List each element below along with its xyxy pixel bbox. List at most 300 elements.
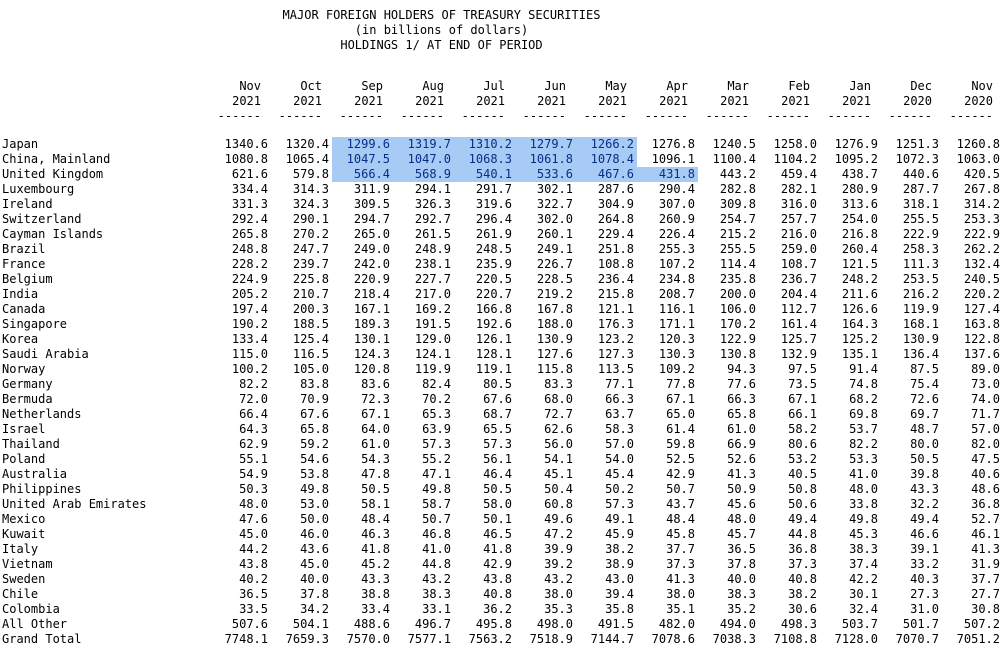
value-cell: 136.4 xyxy=(902,347,939,361)
header-country-spacer xyxy=(0,94,210,109)
value-cell: 39.9 xyxy=(544,542,573,556)
value-cell: 50.3 xyxy=(239,482,268,496)
value-cell: 498.0 xyxy=(536,617,573,631)
value-cell: 30.1 xyxy=(849,587,878,601)
value-cell: 106.0 xyxy=(719,302,756,316)
value-cell: 55.1 xyxy=(239,452,268,466)
value-cell: 57.3 xyxy=(422,437,451,451)
value-cell: 43.3 xyxy=(361,572,390,586)
column-header-month: Jan xyxy=(849,79,871,93)
value-cell: 109.2 xyxy=(658,362,695,376)
value-cell: 49.4 xyxy=(910,512,939,526)
value-cell: 55.2 xyxy=(422,452,451,466)
value-cell: 113.5 xyxy=(597,362,634,376)
column-header-year: 2021 xyxy=(781,94,810,108)
value-cell: 334.4 xyxy=(231,182,268,196)
value-cell: 488.6 xyxy=(353,617,390,631)
header-row xyxy=(0,109,1003,137)
value-cell: 31.9 xyxy=(971,557,1000,571)
value-cell: 496.7 xyxy=(414,617,451,631)
value-cell: 39.1 xyxy=(910,542,939,556)
value-cell: 503.7 xyxy=(841,617,878,631)
value-cell: 36.8 xyxy=(971,497,1000,511)
column-header-underline: ------ xyxy=(522,109,566,123)
column-header-underline: ------ xyxy=(278,109,322,123)
value-cell: 7577.1 xyxy=(407,632,451,646)
value-cell: 58.2 xyxy=(788,422,817,436)
value-cell: 167.8 xyxy=(536,302,573,316)
column-header-month: Sep xyxy=(361,79,383,93)
value-cell: 1104.2 xyxy=(773,152,817,166)
value-cell: 66.3 xyxy=(605,392,634,406)
value-cell: 46.1 xyxy=(971,527,1000,541)
table-row xyxy=(0,137,1003,152)
table-row xyxy=(0,602,1003,617)
table-row xyxy=(0,287,1003,302)
value-cell: 37.7 xyxy=(971,572,1000,586)
value-cell: 50.7 xyxy=(666,482,695,496)
table-row xyxy=(0,302,1003,317)
value-cell: 38.3 xyxy=(849,542,878,556)
value-cell: 72.3 xyxy=(361,392,390,406)
value-cell: 253.3 xyxy=(963,212,1000,226)
value-cell: 33.4 xyxy=(361,602,390,616)
value-cell: 50.8 xyxy=(788,482,817,496)
value-cell: 176.3 xyxy=(597,317,634,331)
value-cell: 43.7 xyxy=(666,497,695,511)
value-cell: 27.3 xyxy=(910,587,939,601)
value-cell: 265.8 xyxy=(231,227,268,241)
value-cell: 282.1 xyxy=(780,182,817,196)
value-cell: 82.2 xyxy=(849,437,878,451)
value-cell: 566.4 xyxy=(332,167,393,182)
value-cell: 265.0 xyxy=(353,227,390,241)
value-cell: 43.2 xyxy=(422,572,451,586)
value-cell: 501.7 xyxy=(902,617,939,631)
value-cell: 1047.0 xyxy=(393,152,454,167)
value-cell: 70.2 xyxy=(422,392,451,406)
value-cell: 44.2 xyxy=(239,542,268,556)
value-cell: 50.9 xyxy=(727,482,756,496)
value-cell: 7051.2 xyxy=(956,632,1000,646)
value-cell: 48.4 xyxy=(361,512,390,526)
table-row xyxy=(0,542,1003,557)
value-cell: 217.0 xyxy=(414,287,451,301)
value-cell: 225.8 xyxy=(292,272,329,286)
value-cell: 127.6 xyxy=(536,347,573,361)
value-cell: 200.3 xyxy=(292,302,329,316)
value-cell: 311.9 xyxy=(353,182,390,196)
value-cell: 1260.8 xyxy=(956,137,1000,151)
value-cell: 163.8 xyxy=(963,317,1000,331)
value-cell: 54.6 xyxy=(300,452,329,466)
value-cell: 302.1 xyxy=(536,182,573,196)
value-cell: 56.0 xyxy=(544,437,573,451)
country-label: Switzerland xyxy=(2,212,82,226)
country-label: Japan xyxy=(2,137,39,151)
value-cell: 59.2 xyxy=(300,437,329,451)
header-country-spacer xyxy=(0,109,210,137)
value-cell: 91.4 xyxy=(849,362,878,376)
value-cell: 73.0 xyxy=(971,377,1000,391)
value-cell: 7108.8 xyxy=(773,632,817,646)
country-label: Mexico xyxy=(2,512,46,526)
country-label: Colombia xyxy=(2,602,60,616)
value-cell: 227.7 xyxy=(414,272,451,286)
value-cell: 190.2 xyxy=(231,317,268,331)
value-cell: 125.2 xyxy=(841,332,878,346)
value-cell: 314.3 xyxy=(292,182,329,196)
value-cell: 294.7 xyxy=(353,212,390,226)
value-cell: 41.3 xyxy=(971,542,1000,556)
value-cell: 261.5 xyxy=(414,227,451,241)
value-cell: 45.6 xyxy=(727,497,756,511)
value-cell: 1063.0 xyxy=(956,152,1000,166)
value-cell: 38.2 xyxy=(788,587,817,601)
value-cell: 60.8 xyxy=(544,497,573,511)
value-cell: 210.7 xyxy=(292,287,329,301)
value-cell: 50.7 xyxy=(422,512,451,526)
value-cell: 36.2 xyxy=(483,602,512,616)
value-cell: 45.9 xyxy=(605,527,634,541)
value-cell: 39.2 xyxy=(544,557,573,571)
value-cell: 267.8 xyxy=(963,182,1000,196)
value-cell: 7070.7 xyxy=(895,632,939,646)
table-row xyxy=(0,152,1003,167)
value-cell: 192.6 xyxy=(475,317,512,331)
table-row xyxy=(0,422,1003,437)
value-cell: 54.3 xyxy=(361,452,390,466)
country-label: Netherlands xyxy=(2,407,82,421)
report-title-line3: HOLDINGS 1/ AT END OF PERIOD xyxy=(340,38,543,52)
value-cell: 37.8 xyxy=(727,557,756,571)
value-cell: 38.8 xyxy=(361,587,390,601)
value-cell: 282.8 xyxy=(719,182,756,196)
value-cell: 238.1 xyxy=(414,257,451,271)
value-cell: 224.9 xyxy=(231,272,268,286)
value-cell: 43.8 xyxy=(239,557,268,571)
header-row xyxy=(0,94,1003,109)
value-cell: 127.4 xyxy=(963,302,1000,316)
value-cell: 46.6 xyxy=(910,527,939,541)
value-cell: 260.1 xyxy=(536,227,573,241)
value-cell: 30.6 xyxy=(788,602,817,616)
value-cell: 7748.1 xyxy=(224,632,268,646)
country-label: Ireland xyxy=(2,197,53,211)
value-cell: 62.6 xyxy=(544,422,573,436)
value-cell: 67.1 xyxy=(361,407,390,421)
column-header-year: 2020 xyxy=(964,94,993,108)
value-cell: 97.5 xyxy=(788,362,817,376)
value-cell: 57.0 xyxy=(971,422,1000,436)
value-cell: 215.8 xyxy=(597,287,634,301)
country-label: Kuwait xyxy=(2,527,46,541)
value-cell: 58.3 xyxy=(605,422,634,436)
value-cell: 67.1 xyxy=(788,392,817,406)
column-header-month: Nov xyxy=(239,79,261,93)
table-row xyxy=(0,377,1003,392)
value-cell: 45.3 xyxy=(849,527,878,541)
column-header-year: 2021 xyxy=(293,94,322,108)
value-cell: 167.1 xyxy=(353,302,390,316)
value-cell: 467.6 xyxy=(576,167,637,182)
value-cell: 1078.4 xyxy=(576,152,637,167)
report-title xyxy=(0,0,883,53)
value-cell: 255.3 xyxy=(658,242,695,256)
value-cell: 498.3 xyxy=(780,617,817,631)
table-row xyxy=(0,617,1003,632)
value-cell: 309.8 xyxy=(719,197,756,211)
value-cell: 235.9 xyxy=(475,257,512,271)
table-row xyxy=(0,182,1003,197)
value-cell: 50.0 xyxy=(300,512,329,526)
country-label: Brazil xyxy=(2,242,46,256)
value-cell: 50.2 xyxy=(605,482,634,496)
value-cell: 41.8 xyxy=(361,542,390,556)
value-cell: 204.4 xyxy=(780,287,817,301)
value-cell: 248.2 xyxy=(841,272,878,286)
country-label: Belgium xyxy=(2,272,53,286)
column-header-month: Jun xyxy=(544,79,566,93)
table-row xyxy=(0,587,1003,602)
value-cell: 220.9 xyxy=(353,272,390,286)
value-cell: 94.3 xyxy=(727,362,756,376)
value-cell: 7128.0 xyxy=(834,632,878,646)
value-cell: 1310.2 xyxy=(454,137,515,152)
value-cell: 114.4 xyxy=(719,257,756,271)
value-cell: 133.4 xyxy=(231,332,268,346)
value-cell: 251.8 xyxy=(597,242,634,256)
value-cell: 440.6 xyxy=(902,167,939,181)
value-cell: 49.1 xyxy=(605,512,634,526)
value-cell: 1266.2 xyxy=(576,137,637,152)
value-cell: 40.0 xyxy=(727,572,756,586)
value-cell: 59.8 xyxy=(666,437,695,451)
value-cell: 50.6 xyxy=(788,497,817,511)
value-cell: 70.9 xyxy=(300,392,329,406)
value-cell: 45.4 xyxy=(605,467,634,481)
value-cell: 35.2 xyxy=(727,602,756,616)
country-label: Italy xyxy=(2,542,39,556)
country-label: Norway xyxy=(2,362,46,376)
value-cell: 33.1 xyxy=(422,602,451,616)
column-header-underline: ------ xyxy=(949,109,993,123)
value-cell: 219.2 xyxy=(536,287,573,301)
value-cell: 126.6 xyxy=(841,302,878,316)
value-cell: 291.7 xyxy=(475,182,512,196)
value-cell: 32.4 xyxy=(849,602,878,616)
value-cell: 37.7 xyxy=(666,542,695,556)
value-cell: 72.7 xyxy=(544,407,573,421)
table-row xyxy=(0,497,1003,512)
value-cell: 313.6 xyxy=(841,197,878,211)
value-cell: 122.9 xyxy=(719,332,756,346)
column-header-year: 2021 xyxy=(720,94,749,108)
table-row xyxy=(0,197,1003,212)
table-row xyxy=(0,272,1003,287)
value-cell: 48.6 xyxy=(971,482,1000,496)
value-cell: 7078.6 xyxy=(651,632,695,646)
value-cell: 34.2 xyxy=(300,602,329,616)
column-header-underline: ------ xyxy=(400,109,444,123)
value-cell: 48.0 xyxy=(239,497,268,511)
value-cell: 74.0 xyxy=(971,392,1000,406)
value-cell: 63.7 xyxy=(605,407,634,421)
country-label: United Arab Emirates xyxy=(2,497,147,511)
value-cell: 48.0 xyxy=(849,482,878,496)
value-cell: 135.1 xyxy=(841,347,878,361)
value-cell: 111.3 xyxy=(902,257,939,271)
value-cell: 40.5 xyxy=(788,467,817,481)
value-cell: 66.4 xyxy=(239,407,268,421)
value-cell: 247.7 xyxy=(292,242,329,256)
value-cell: 58.7 xyxy=(422,497,451,511)
value-cell: 1080.8 xyxy=(224,152,268,166)
value-cell: 80.5 xyxy=(483,377,512,391)
country-label: Singapore xyxy=(2,317,68,331)
column-header-month: Apr xyxy=(666,79,688,93)
country-label: Korea xyxy=(2,332,39,346)
value-cell: 249.0 xyxy=(353,242,390,256)
value-cell: 45.0 xyxy=(300,557,329,571)
country-label: India xyxy=(2,287,39,301)
value-cell: 287.7 xyxy=(902,182,939,196)
value-cell: 189.3 xyxy=(353,317,390,331)
value-cell: 222.9 xyxy=(902,227,939,241)
column-header-year: 2020 xyxy=(903,94,932,108)
value-cell: 82.4 xyxy=(422,377,451,391)
value-cell: 45.1 xyxy=(544,467,573,481)
column-header-month: Aug xyxy=(422,79,444,93)
value-cell: 1276.9 xyxy=(834,137,878,151)
value-cell: 260.9 xyxy=(658,212,695,226)
value-cell: 124.3 xyxy=(353,347,390,361)
value-cell: 331.3 xyxy=(231,197,268,211)
value-cell: 316.0 xyxy=(780,197,817,211)
value-cell: 58.0 xyxy=(483,497,512,511)
value-cell: 170.2 xyxy=(719,317,756,331)
column-header-year: 2021 xyxy=(354,94,383,108)
value-cell: 262.2 xyxy=(963,242,1000,256)
value-cell: 42.9 xyxy=(483,557,512,571)
value-cell: 36.8 xyxy=(788,542,817,556)
value-cell: 504.1 xyxy=(292,617,329,631)
value-cell: 119.1 xyxy=(475,362,512,376)
value-cell: 322.7 xyxy=(536,197,573,211)
value-cell: 123.2 xyxy=(597,332,634,346)
value-cell: 49.4 xyxy=(788,512,817,526)
value-cell: 248.8 xyxy=(231,242,268,256)
value-cell: 54.1 xyxy=(544,452,573,466)
value-cell: 65.3 xyxy=(422,407,451,421)
value-cell: 287.6 xyxy=(597,182,634,196)
value-cell: 205.2 xyxy=(231,287,268,301)
value-cell: 107.2 xyxy=(658,257,695,271)
column-header-underline: ------ xyxy=(888,109,932,123)
column-header-underline: ------ xyxy=(217,109,261,123)
column-header-year: 2021 xyxy=(415,94,444,108)
value-cell: 290.4 xyxy=(658,182,695,196)
value-cell: 326.3 xyxy=(414,197,451,211)
value-cell: 41.0 xyxy=(849,467,878,481)
value-cell: 1068.3 xyxy=(454,152,515,167)
value-cell: 41.3 xyxy=(666,572,695,586)
value-cell: 61.4 xyxy=(666,422,695,436)
value-cell: 239.7 xyxy=(292,257,329,271)
value-cell: 65.0 xyxy=(666,407,695,421)
table-row xyxy=(0,482,1003,497)
value-cell: 126.1 xyxy=(475,332,512,346)
table-row xyxy=(0,467,1003,482)
value-cell: 64.3 xyxy=(239,422,268,436)
value-cell: 65.8 xyxy=(727,407,756,421)
value-cell: 115.8 xyxy=(536,362,573,376)
value-cell: 1299.6 xyxy=(332,137,393,152)
value-cell: 36.5 xyxy=(239,587,268,601)
value-cell: 41.8 xyxy=(483,542,512,556)
value-cell: 1047.5 xyxy=(332,152,393,167)
value-cell: 235.8 xyxy=(719,272,756,286)
table-row xyxy=(0,332,1003,347)
value-cell: 218.4 xyxy=(353,287,390,301)
value-cell: 507.2 xyxy=(963,617,1000,631)
value-cell: 292.4 xyxy=(231,212,268,226)
value-cell: 220.5 xyxy=(475,272,512,286)
value-cell: 40.8 xyxy=(788,572,817,586)
value-cell: 45.7 xyxy=(727,527,756,541)
value-cell: 57.0 xyxy=(605,437,634,451)
value-cell: 482.0 xyxy=(658,617,695,631)
value-cell: 50.5 xyxy=(483,482,512,496)
table-body xyxy=(0,137,1003,647)
value-cell: 52.6 xyxy=(727,452,756,466)
value-cell: 42.2 xyxy=(849,572,878,586)
value-cell: 130.8 xyxy=(719,347,756,361)
value-cell: 216.0 xyxy=(780,227,817,241)
value-cell: 57.3 xyxy=(605,497,634,511)
value-cell: 72.6 xyxy=(910,392,939,406)
value-cell: 240.5 xyxy=(963,272,1000,286)
column-header-year: 2021 xyxy=(232,94,261,108)
value-cell: 69.8 xyxy=(849,407,878,421)
value-cell: 53.7 xyxy=(849,422,878,436)
value-cell: 249.1 xyxy=(536,242,573,256)
value-cell: 47.6 xyxy=(239,512,268,526)
value-cell: 211.6 xyxy=(841,287,878,301)
value-cell: 290.1 xyxy=(292,212,329,226)
value-cell: 50.4 xyxy=(544,482,573,496)
value-cell: 168.1 xyxy=(902,317,939,331)
value-cell: 38.9 xyxy=(605,557,634,571)
country-label: Israel xyxy=(2,422,46,436)
value-cell: 38.3 xyxy=(422,587,451,601)
value-cell: 261.9 xyxy=(475,227,512,241)
value-cell: 50.1 xyxy=(483,512,512,526)
value-cell: 40.2 xyxy=(239,572,268,586)
column-header-underline: ------ xyxy=(827,109,871,123)
value-cell: 47.1 xyxy=(422,467,451,481)
value-cell: 39.8 xyxy=(910,467,939,481)
column-header-month: Mar xyxy=(727,79,749,93)
column-header-month: Dec xyxy=(910,79,932,93)
value-cell: 82.0 xyxy=(971,437,1000,451)
value-cell: 56.1 xyxy=(483,452,512,466)
value-cell: 48.0 xyxy=(727,512,756,526)
value-cell: 507.6 xyxy=(231,617,268,631)
value-cell: 137.6 xyxy=(963,347,1000,361)
country-label: Luxembourg xyxy=(2,182,75,196)
table-row xyxy=(0,227,1003,242)
